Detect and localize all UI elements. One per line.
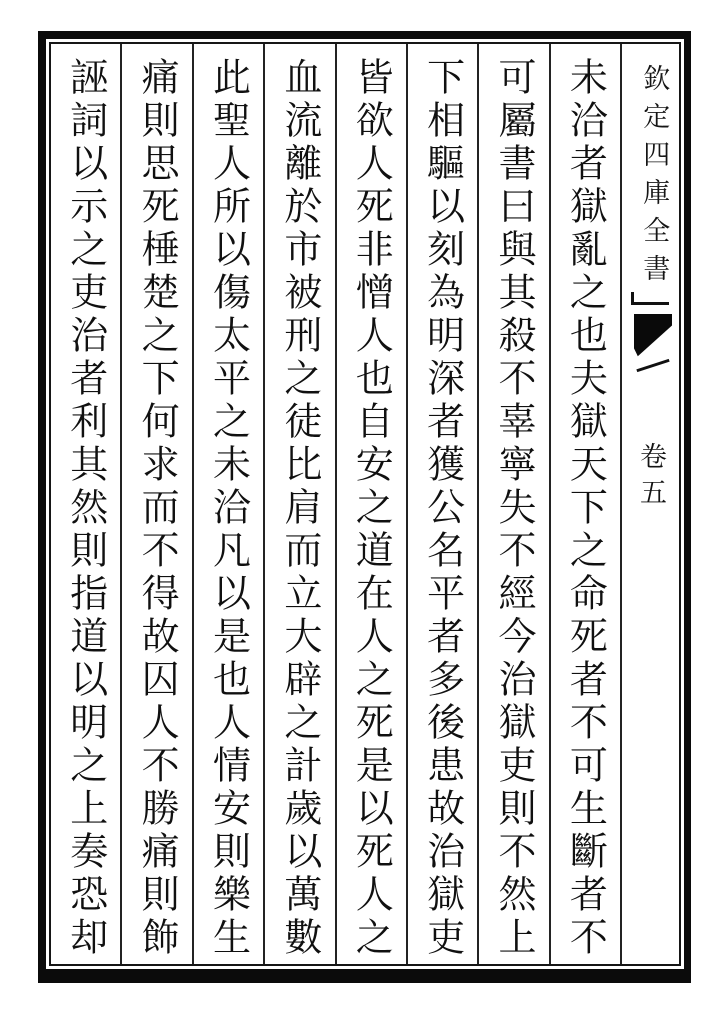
title-box-bracket — [631, 292, 669, 305]
text-columns-container — [51, 44, 679, 964]
column-text: 下相驅以刻為明深者獲公名平者多後患故治獄吏 — [420, 57, 465, 960]
text-column-2 — [479, 44, 550, 964]
column-text: 未洽者獄亂之也夫獄天下之命死者不可生斷者不 — [563, 57, 608, 960]
volume-label: 卷五 — [635, 442, 666, 514]
text-column-4 — [337, 44, 408, 964]
text-column-6 — [194, 44, 265, 964]
text-column-5 — [265, 44, 336, 964]
text-column-1 — [551, 44, 622, 964]
page-border-frame — [38, 31, 691, 983]
fold-slash-mark — [636, 359, 669, 372]
text-column-8 — [51, 44, 122, 964]
column-text: 痛則思死棰楚之下何求而不得故囚人不勝痛則飾 — [135, 57, 180, 960]
text-column-3 — [408, 44, 479, 964]
text-column-7 — [122, 44, 193, 964]
column-text: 此聖人所以傷太平之未洽凡以是也人情安則樂生 — [206, 57, 251, 960]
column-text: 皆欲人死非憎人也自安之道在人之死是以死人之 — [349, 57, 394, 960]
column-text: 血流離於市被刑之徒比肩而立大辟之計歲以萬數 — [277, 57, 322, 960]
fold-corner-icon — [634, 314, 672, 358]
collection-title: 欽定四庫全書 — [638, 64, 670, 292]
column-text: 誣詞以示之吏治者利其然則指道以明之上奏恐却 — [63, 57, 108, 960]
inner-rule-frame — [49, 42, 681, 966]
header-column — [622, 44, 679, 964]
column-text: 可屬書曰與其殺不辜寧失不經今治獄吏則不然上 — [491, 57, 536, 960]
